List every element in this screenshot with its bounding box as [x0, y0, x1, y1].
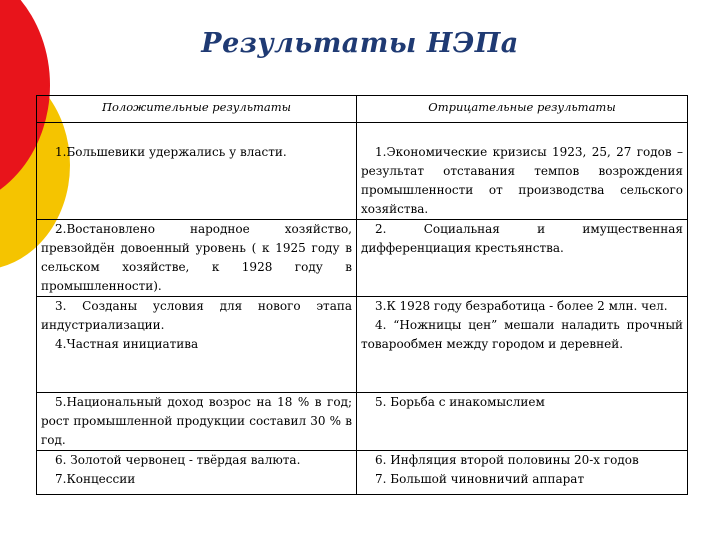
negative-item: 7. Большой чиновничий аппарат [375, 472, 585, 486]
table-row [37, 297, 688, 393]
negative-item: 2. Социальная и имущественная дифференциация крестьянства. [361, 222, 683, 255]
table-header-row [37, 96, 688, 123]
negative-item: 6. Инфляция второй половины 20-х годов [375, 453, 639, 467]
table-row [37, 393, 688, 451]
table-row [37, 220, 688, 297]
negative-cell [357, 393, 688, 451]
positive-item: 6. Золотой червонец - твёрдая валюта. [55, 453, 301, 467]
header-positive: Положительные результаты [37, 96, 357, 123]
table-row [37, 123, 688, 220]
negative-cell [357, 297, 688, 393]
negative-cell [357, 123, 688, 220]
positive-cell [37, 297, 357, 393]
positive-item: 3. Созданы условия для нового этапа индустриализации. [41, 299, 352, 332]
table-row [37, 451, 688, 495]
positive-cell [37, 451, 357, 495]
results-table [36, 95, 688, 495]
positive-item: 7.Концессии [55, 472, 136, 486]
positive-item: 4.Частная инициатива [55, 337, 199, 351]
positive-cell [37, 220, 357, 297]
positive-cell [37, 393, 357, 451]
positive-item: 1.Большевики удержались у власти. [55, 145, 287, 159]
negative-item: 4. “Ножницы цен” мешали наладить прочный товарообмен между городом и деревней. [361, 318, 683, 351]
negative-item: 3.К 1928 году безработица - более 2 млн. чел. [375, 299, 668, 313]
header-negative: Отрицательные результаты [357, 96, 688, 123]
negative-item: 5. Борьба с инакомыслием [375, 395, 545, 409]
positive-item: 2.Востановлено народное хозяйство, превзойдён довоенный уровень ( к 1925 году в сельском хозяйстве, к 1928 году в промышленности). [41, 222, 352, 293]
negative-cell [357, 220, 688, 297]
negative-cell [357, 451, 688, 495]
page-title: Результаты НЭПа [201, 28, 519, 59]
negative-item: 1.Экономические кризисы 1923, 25, 27 годов – результат отставания темпов возрождения промышленности от производства сельского хозяйства. [361, 145, 683, 216]
positive-cell [37, 123, 357, 220]
positive-item: 5.Национальный доход возрос на 18 % в год; рост промышленной продукции составил 30 % в год. [41, 395, 352, 447]
